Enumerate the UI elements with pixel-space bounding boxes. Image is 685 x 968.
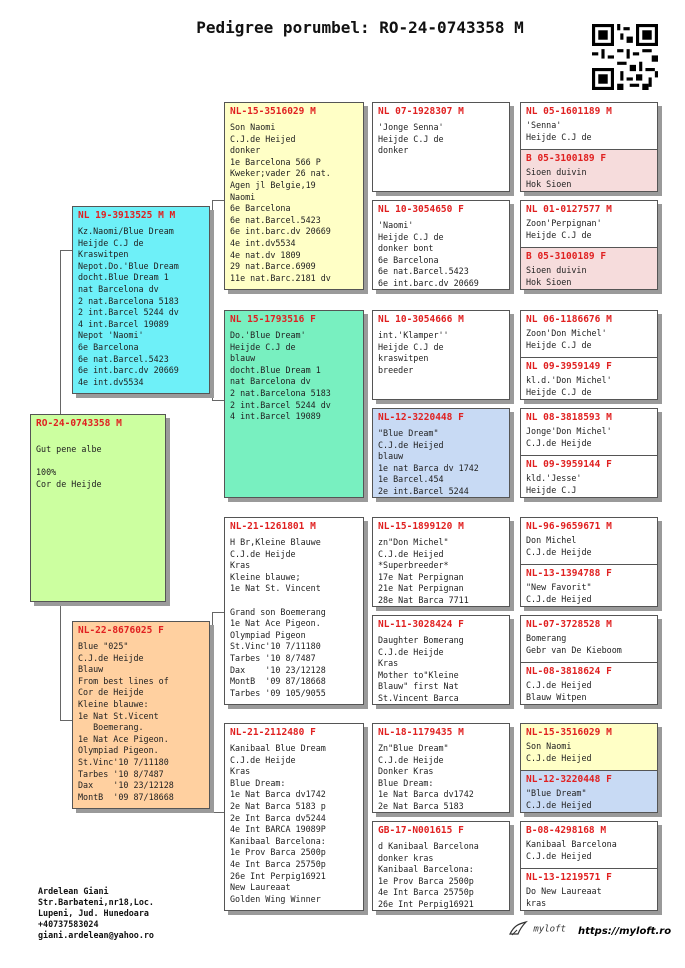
g4-female — [521, 247, 657, 290]
subject-card[interactable] — [30, 414, 166, 602]
dam-ring: NL-22-8676025 F — [78, 625, 164, 636]
g4-female — [521, 149, 657, 192]
sire-ring: NL 19-3913525 M M — [78, 210, 176, 221]
ggp-ring: GB-17-N001615 F — [378, 825, 464, 836]
g4-female-notes: Sioen duivin Hok Sioen — [526, 265, 587, 287]
ggp-notes: d Kanibaal Barcelona donker kras Kanibaal Barcelona: 1e Prov Barca 2500p 4e Int Barca 25750p 26e Int Perpig16921 — [378, 841, 479, 909]
g4-pair-card[interactable] — [520, 408, 658, 498]
dam-notes: Blue "025" C.J.de Heijde Blauw From best lines of Cor de Heijde Kleine blauwe: 1e Nat St.Vicent Boemerang. 1e Nat Ace Pigeon. Olympiad Pigeon. St.Vinc'10 7/11180 Tarbes '10 8/7487 Dax '10 23/12128 MontB '09 87/18668 — [78, 641, 174, 802]
ggp-ddd-card[interactable] — [372, 821, 510, 911]
myloft-logo — [508, 920, 566, 938]
g4-male-ring: NL 08-3818593 M — [526, 412, 612, 423]
g4-male-notes: Bomerang Gebr van De Kieboom — [526, 633, 622, 655]
g4-male-ring: B-08-4298168 M — [526, 825, 607, 836]
g4-male-notes: Zoon'Perpignan' Heijde C.J de — [526, 218, 602, 240]
g4-female-ring: NL 09-3959149 F — [526, 361, 612, 372]
g4-male-ring: NL-15-3516029 M — [526, 727, 612, 738]
connector-line — [212, 812, 224, 813]
sire-sire-card[interactable] — [224, 102, 364, 290]
g4-male-ring: NL-07-3728528 M — [526, 619, 612, 630]
ggp-notes: Daughter Bomerang C.J.de Heijde Kras Mother to"Kleine Blauw" first Nat St.Vincent Barca — [378, 635, 464, 703]
g4-male — [521, 616, 657, 664]
g4-male-notes: Zoon'Don Michel' Heijde C.J de — [526, 328, 607, 350]
dam-sire-notes: H Br,Kleine Blauwe C.J.de Heijde Kras Kleine blauwe; 1e Nat St. Vincent Grand son Boemerang 1e Nat Ace Pigeon. Olympiad Pigeon St.Vinc'10 7/11180 Tarbes '10 8/7487 Dax '10 23/12128 MontB '09 87/18668 Tarbes '09 105/9055 — [230, 537, 326, 698]
g4-female-ring: B 05-3100189 F — [526, 251, 607, 262]
connector-line — [60, 250, 72, 251]
ggp-ring: NL-11-3028424 F — [378, 619, 464, 630]
g4-male — [521, 724, 657, 772]
g4-female-ring: NL 09-3959144 F — [526, 459, 612, 470]
breeder-phone: +40737583024 — [38, 919, 99, 929]
dam-dam-card[interactable] — [224, 723, 364, 911]
ggp-ring: NL 10-3054666 M — [378, 314, 464, 325]
g4-male — [521, 409, 657, 457]
g4-female-notes: "New Favorit" C.J.de Heijed — [526, 582, 592, 604]
ggp-ssd-card[interactable] — [372, 200, 510, 290]
ggp-ring: NL-18-1179435 M — [378, 727, 464, 738]
g4-pair-card[interactable] — [520, 200, 658, 290]
ggp-ring: NL 10-3054650 F — [378, 204, 464, 215]
g4-male-notes: Son Naomi C.J.de Heijed — [526, 741, 592, 763]
ggp-dds-card[interactable] — [372, 723, 510, 813]
breeder-email[interactable]: giani.ardelean@yahoo.ro — [38, 930, 154, 940]
connector-line — [212, 200, 213, 400]
g4-male-notes: Jonge'Don Michel' C.J.de Heijde — [526, 426, 612, 448]
g4-female-ring: NL-13-1219571 F — [526, 872, 612, 883]
g4-female — [521, 868, 657, 911]
ggp-sds-card[interactable] — [372, 310, 510, 400]
ggp-dsd-card[interactable] — [372, 615, 510, 705]
connector-line — [212, 200, 224, 201]
g4-male — [521, 311, 657, 359]
g4-pair-card[interactable] — [520, 517, 658, 607]
ggp-ring: NL-15-1899120 M — [378, 521, 464, 532]
qr-code-icon — [592, 24, 658, 90]
pigeon-icon — [508, 920, 528, 938]
ggp-dss-card[interactable] — [372, 517, 510, 607]
dam-dam-ring: NL-21-2112480 F — [230, 727, 316, 738]
ggp-sdd-card[interactable] — [372, 408, 510, 498]
g4-female — [521, 770, 657, 813]
g4-male — [521, 201, 657, 249]
sire-sire-notes: Son Naomi C.J.de Heijed donker 1e Barcelona 566 P Kweker;vader 26 nat. Agen jl Belgie,19 Naomi 6e Barcelona 6e nat.Barcel.5423 6e int.barc.dv 20669 4e int.dv5534 4e nat.dv 1809 29 nat.Barce.6909 11e nat.Barc.2181 dv — [230, 122, 331, 283]
g4-male-ring: NL-96-9659671 M — [526, 521, 612, 532]
sire-dam-notes: Do.'Blue Dream' Heijde C.J de blauw docht.Blue Dream 1 nat Barcelona dv 2 nat.Barcelona 5183 2 int.Barcel 5244 dv 4 int.Barcel 19089 — [230, 330, 331, 422]
sire-notes: Kz.Naomi/Blue Dream Heijde C.J de Kraswitpen Nepot.Do.'Blue Dream docht.Blue Dream 1 nat Barcelona dv 2 nat.Barcelona 5183 2 int.Barcel 5244 dv 4 int.Barcel 19089 Nepot 'Naomi' 6e Barcelona 6e nat.Barcel.5423 6e int.barc.dv 20669 4e int.dv5534 — [78, 226, 179, 387]
g4-female-ring: NL-13-1394788 F — [526, 568, 612, 579]
g4-male-notes: 'Senna' Heijde C.J de — [526, 120, 592, 142]
logo-text: myloft — [533, 924, 566, 935]
g4-female-notes: C.J.de Heijed Blauw Witpen — [526, 680, 592, 702]
g4-pair-card[interactable] — [520, 615, 658, 705]
g4-pair-card[interactable] — [520, 821, 658, 911]
dam-sire-card[interactable] — [224, 517, 364, 705]
g4-female — [521, 357, 657, 400]
g4-female-ring: B 05-3100189 F — [526, 153, 607, 164]
g4-pair-card[interactable] — [520, 310, 658, 400]
sire-sire-ring: NL-15-3516029 M — [230, 106, 316, 117]
connector-line — [212, 400, 224, 401]
ggp-notes: int.'Klamper'' Heijde C.J de kraswitpen breeder — [378, 330, 449, 375]
ggp-notes: zn"Don Michel" C.J.de Heijed *Superbreeder* 17e Nat Perpignan 21e Nat Perpignan 28e Nat Barca 7711 — [378, 537, 469, 605]
g4-female-notes: Do New Laureaat kras — [526, 886, 602, 908]
connector-line — [212, 612, 213, 812]
g4-pair-card[interactable] — [520, 723, 658, 813]
g4-female-notes: kld.'Jesse' Heijde C.J — [526, 473, 582, 495]
connector-line — [212, 612, 224, 613]
g4-male — [521, 822, 657, 870]
g4-female-notes: "Blue Dream" C.J.de Heijed — [526, 788, 592, 810]
g4-male-ring: NL 01-0127577 M — [526, 204, 612, 215]
g4-male-ring: NL 05-1601189 M — [526, 106, 612, 117]
g4-male-notes: Kanibaal Barcelona C.J.de Heijed — [526, 839, 617, 861]
g4-female — [521, 564, 657, 607]
sire-card[interactable] — [72, 206, 210, 394]
breeder-name: Ardelean Giani — [38, 886, 109, 896]
g4-male — [521, 518, 657, 566]
g4-female — [521, 662, 657, 705]
g4-female-notes: kl.d.'Don Michel' Heijde C.J de — [526, 375, 612, 397]
ggp-sss-card[interactable] — [372, 102, 510, 192]
dam-dam-notes: Kanibaal Blue Dream C.J.de Heijde Kras Blue Dream: 1e Nat Barca dv1742 2e Nat Barca 5183 p 2e Int Barca dv5244 4e Int BARCA 19089P Kanibaal Barcelona: 1e Prov Barca 2500p 4e Int Barca 25750p 26e Int Perpig16921 New Laureaat Golden Wing Winner — [230, 743, 326, 904]
ggp-ring: NL 07-1928307 M — [378, 106, 464, 117]
breeder-city: Lupeni, Jud. Hunedoara — [38, 908, 149, 918]
ggp-notes: "Blue Dream" C.J.de Heijed blauw 1e nat Barca dv 1742 1e Barcel.454 2e int.Barcel 5244 — [378, 428, 479, 496]
g4-female-notes: Sioen duivin Hok Sioen — [526, 167, 587, 189]
connector-line — [60, 601, 61, 721]
g4-male-ring: NL 06-1186676 M — [526, 314, 612, 325]
ggp-notes: Zn"Blue Dream" C.J.de Heijde Donker Kras Blue Dream: 1e Nat Barca dv1742 2e Nat Barca 5183 — [378, 743, 474, 811]
website-link[interactable]: https://myloft.ro — [578, 926, 672, 937]
sire-dam-ring: NL 15-1793516 F — [230, 314, 316, 325]
ggp-ring: NL-12-3220448 F — [378, 412, 464, 423]
sire-dam-card[interactable] — [224, 310, 364, 498]
g4-female-ring: NL-12-3220448 F — [526, 774, 612, 785]
g4-male — [521, 103, 657, 151]
g4-male-notes: Don Michel C.J.de Heijde — [526, 535, 592, 557]
dam-card[interactable] — [72, 621, 210, 809]
subject-notes: Gut pene albe 100% Cor de Heijde — [36, 444, 102, 489]
g4-female — [521, 455, 657, 498]
breeder-contact — [38, 886, 154, 941]
dam-sire-ring: NL-21-1261801 M — [230, 521, 316, 532]
breeder-street: Str.Barbateni,nr18,Loc. — [38, 897, 154, 907]
connector-line — [60, 250, 61, 415]
g4-pair-card[interactable] — [520, 102, 658, 192]
ggp-notes: 'Naomi' Heijde C.J de donker bont 6e Barcelona 6e nat.Barcel.5423 6e int.barc.dv 20669 — [378, 220, 479, 288]
subject-ring: RO-24-0743358 M — [36, 418, 122, 429]
g4-female-ring: NL-08-3818624 F — [526, 666, 612, 677]
ggp-notes: 'Jonge Senna' Heijde C.J de donker — [378, 122, 444, 156]
connector-line — [60, 720, 72, 721]
page-title: Pedigree porumbel: RO-24-0743358 M — [196, 18, 524, 37]
